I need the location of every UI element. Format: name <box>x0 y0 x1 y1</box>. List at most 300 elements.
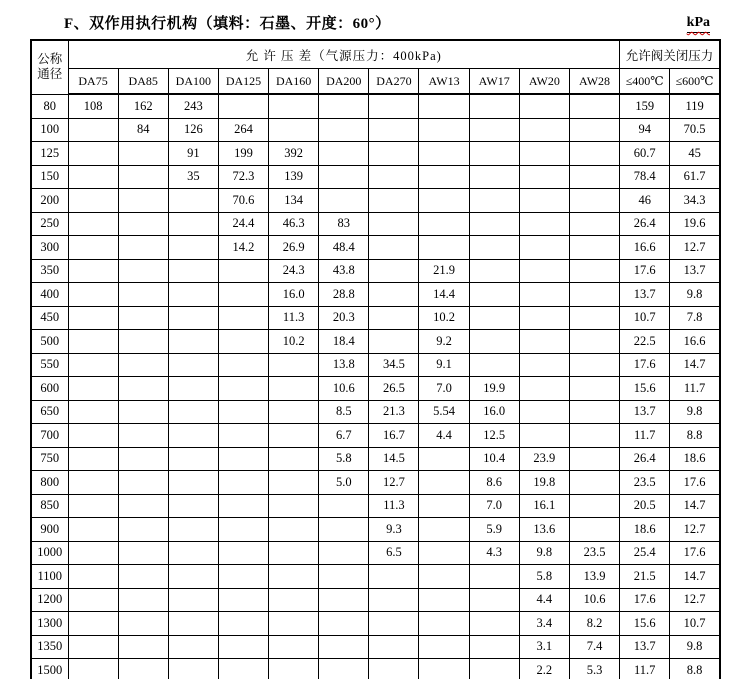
dn-cell: 100 <box>31 118 68 142</box>
column-header-da270: DA270 <box>369 69 419 95</box>
table-row <box>31 471 720 495</box>
value-cell: 392 <box>269 142 319 166</box>
dn-cell: 900 <box>31 518 68 542</box>
close-pressure-cell: 70.5 <box>670 118 720 142</box>
value-cell <box>68 659 118 679</box>
value-cell <box>118 353 168 377</box>
value-cell <box>218 306 268 330</box>
value-cell: 5.8 <box>319 447 369 471</box>
value-cell <box>168 377 218 401</box>
close-pressure-cell: 14.7 <box>670 565 720 589</box>
value-cell <box>469 212 519 236</box>
value-cell: 199 <box>218 142 268 166</box>
value-cell <box>369 236 419 260</box>
value-cell <box>269 447 319 471</box>
value-cell: 19.8 <box>519 471 569 495</box>
column-header-temp-0: ≤400℃ <box>620 69 670 95</box>
table-body <box>31 94 720 679</box>
value-cell <box>218 612 268 636</box>
value-cell: 10.4 <box>469 447 519 471</box>
value-cell <box>469 94 519 118</box>
value-cell <box>269 424 319 448</box>
value-cell <box>419 189 469 213</box>
corner-header-line1: 公称 <box>37 51 63 66</box>
close-pressure-cell: 15.6 <box>620 612 670 636</box>
table-row <box>31 424 720 448</box>
value-cell: 14.2 <box>218 236 268 260</box>
value-cell <box>319 518 369 542</box>
value-cell <box>519 306 569 330</box>
value-cell: 3.4 <box>519 612 569 636</box>
value-cell: 16.0 <box>269 283 319 307</box>
value-cell: 13.6 <box>519 518 569 542</box>
value-cell <box>118 283 168 307</box>
value-cell: 243 <box>168 94 218 118</box>
value-cell: 16.1 <box>519 494 569 518</box>
close-pressure-cell: 17.6 <box>670 471 720 495</box>
value-cell <box>519 353 569 377</box>
value-cell <box>218 330 268 354</box>
value-cell: 13.9 <box>569 565 619 589</box>
close-pressure-cell: 46 <box>620 189 670 213</box>
value-cell <box>519 118 569 142</box>
value-cell <box>68 283 118 307</box>
table-row <box>31 588 720 612</box>
close-pressure-cell: 17.6 <box>670 541 720 565</box>
value-cell <box>319 494 369 518</box>
value-cell <box>319 189 369 213</box>
value-cell <box>68 424 118 448</box>
value-cell <box>68 400 118 424</box>
value-cell <box>519 259 569 283</box>
value-cell <box>269 118 319 142</box>
close-pressure-cell: 15.6 <box>620 377 670 401</box>
value-cell: 9.3 <box>369 518 419 542</box>
table-row <box>31 400 720 424</box>
close-pressure-cell: 21.5 <box>620 565 670 589</box>
value-cell: 10.6 <box>569 588 619 612</box>
value-cell <box>519 330 569 354</box>
value-cell <box>369 612 419 636</box>
close-pressure-cell: 26.4 <box>620 447 670 471</box>
value-cell <box>68 588 118 612</box>
value-cell: 10.2 <box>419 306 469 330</box>
value-cell <box>269 400 319 424</box>
value-cell <box>369 635 419 659</box>
value-cell <box>419 612 469 636</box>
table-row <box>31 565 720 589</box>
table-row <box>31 236 720 260</box>
column-header-da100: DA100 <box>168 69 218 95</box>
value-cell <box>168 565 218 589</box>
value-cell <box>369 118 419 142</box>
value-cell: 4.4 <box>419 424 469 448</box>
value-cell <box>419 588 469 612</box>
close-pressure-cell: 12.7 <box>670 588 720 612</box>
close-pressure-cell: 7.8 <box>670 306 720 330</box>
value-cell: 21.9 <box>419 259 469 283</box>
value-cell <box>168 659 218 679</box>
value-cell: 6.7 <box>319 424 369 448</box>
value-cell <box>369 94 419 118</box>
value-cell: 8.2 <box>569 612 619 636</box>
title-bar <box>0 0 750 39</box>
value-cell <box>68 165 118 189</box>
value-cell: 13.8 <box>319 353 369 377</box>
table-header <box>31 40 720 94</box>
value-cell: 9.2 <box>419 330 469 354</box>
value-cell <box>168 635 218 659</box>
value-cell <box>469 142 519 166</box>
column-header-aw20: AW20 <box>519 69 569 95</box>
value-cell <box>218 259 268 283</box>
value-cell <box>569 212 619 236</box>
value-cell: 24.3 <box>269 259 319 283</box>
value-cell <box>419 236 469 260</box>
value-cell <box>519 400 569 424</box>
dn-cell: 80 <box>31 94 68 118</box>
column-header-da75: DA75 <box>68 69 118 95</box>
value-cell <box>168 400 218 424</box>
dn-cell: 400 <box>31 283 68 307</box>
value-cell <box>419 212 469 236</box>
dn-cell: 600 <box>31 377 68 401</box>
value-cell <box>168 189 218 213</box>
close-pressure-cell: 17.6 <box>620 353 670 377</box>
pressure-table <box>30 39 721 679</box>
close-pressure-cell: 9.8 <box>670 400 720 424</box>
value-cell <box>168 353 218 377</box>
value-cell <box>168 471 218 495</box>
value-cell <box>569 189 619 213</box>
dn-cell: 1200 <box>31 588 68 612</box>
value-cell <box>269 541 319 565</box>
value-cell: 7.4 <box>569 635 619 659</box>
value-cell <box>168 541 218 565</box>
value-cell <box>369 142 419 166</box>
value-cell <box>419 565 469 589</box>
value-cell <box>68 518 118 542</box>
value-cell <box>469 588 519 612</box>
value-cell: 83 <box>319 212 369 236</box>
value-cell <box>118 588 168 612</box>
value-cell: 139 <box>269 165 319 189</box>
dn-cell: 1350 <box>31 635 68 659</box>
value-cell <box>118 189 168 213</box>
value-cell: 5.9 <box>469 518 519 542</box>
value-cell <box>369 306 419 330</box>
table-row <box>31 306 720 330</box>
value-cell <box>168 306 218 330</box>
value-cell <box>469 565 519 589</box>
value-cell <box>168 612 218 636</box>
value-cell <box>469 353 519 377</box>
value-cell <box>519 212 569 236</box>
value-cell <box>369 330 419 354</box>
table-row <box>31 541 720 565</box>
dn-cell: 350 <box>31 259 68 283</box>
value-cell <box>68 189 118 213</box>
value-cell <box>118 165 168 189</box>
value-cell <box>68 565 118 589</box>
value-cell <box>519 377 569 401</box>
value-cell: 14.4 <box>419 283 469 307</box>
value-cell <box>519 189 569 213</box>
value-cell <box>68 306 118 330</box>
value-cell <box>218 424 268 448</box>
value-cell <box>118 565 168 589</box>
value-cell <box>569 306 619 330</box>
value-cell: 8.6 <box>469 471 519 495</box>
value-cell: 3.1 <box>519 635 569 659</box>
value-cell <box>569 424 619 448</box>
dn-cell: 1000 <box>31 541 68 565</box>
dn-cell: 650 <box>31 400 68 424</box>
table-row <box>31 283 720 307</box>
column-header-da85: DA85 <box>118 69 168 95</box>
value-cell <box>269 518 319 542</box>
value-cell <box>319 541 369 565</box>
table-row <box>31 330 720 354</box>
value-cell: 5.3 <box>569 659 619 679</box>
pressure-diff-header: 允 许 压 差（气源压力：400kPa) <box>68 40 620 69</box>
value-cell <box>519 94 569 118</box>
table-row <box>31 118 720 142</box>
close-pressure-cell: 16.6 <box>620 236 670 260</box>
value-cell <box>168 447 218 471</box>
value-cell <box>118 541 168 565</box>
close-pressure-cell: 9.8 <box>670 635 720 659</box>
column-header-aw28: AW28 <box>569 69 619 95</box>
value-cell <box>569 353 619 377</box>
value-cell <box>319 142 369 166</box>
value-cell: 5.0 <box>319 471 369 495</box>
dn-cell: 700 <box>31 424 68 448</box>
value-cell: 28.8 <box>319 283 369 307</box>
value-cell <box>68 212 118 236</box>
close-pressure-cell: 16.6 <box>670 330 720 354</box>
close-pressure-cell: 19.6 <box>670 212 720 236</box>
value-cell <box>269 565 319 589</box>
value-cell <box>68 118 118 142</box>
value-cell <box>369 165 419 189</box>
value-cell <box>68 353 118 377</box>
corner-header-line2: 通径 <box>37 67 63 82</box>
value-cell: 21.3 <box>369 400 419 424</box>
close-pressure-cell: 119 <box>670 94 720 118</box>
value-cell <box>68 541 118 565</box>
value-cell <box>269 635 319 659</box>
value-cell <box>569 94 619 118</box>
value-cell <box>68 635 118 659</box>
value-cell: 10.2 <box>269 330 319 354</box>
value-cell <box>369 283 419 307</box>
table-row <box>31 377 720 401</box>
value-cell <box>269 353 319 377</box>
value-cell <box>469 236 519 260</box>
value-cell <box>168 588 218 612</box>
close-pressure-cell: 61.7 <box>670 165 720 189</box>
value-cell <box>118 142 168 166</box>
value-cell <box>218 377 268 401</box>
unit-label: kPa <box>687 15 710 33</box>
dn-cell: 250 <box>31 212 68 236</box>
value-cell: 12.5 <box>469 424 519 448</box>
value-cell: 43.8 <box>319 259 369 283</box>
value-cell <box>118 635 168 659</box>
dn-cell: 500 <box>31 330 68 354</box>
value-cell <box>118 400 168 424</box>
close-pressure-cell: 13.7 <box>620 635 670 659</box>
value-cell <box>419 118 469 142</box>
value-cell <box>118 259 168 283</box>
value-cell: 7.0 <box>469 494 519 518</box>
value-cell: 108 <box>68 94 118 118</box>
value-cell <box>68 377 118 401</box>
value-cell <box>569 236 619 260</box>
dn-cell: 1100 <box>31 565 68 589</box>
close-pressure-cell: 8.8 <box>670 659 720 679</box>
value-cell: 14.5 <box>369 447 419 471</box>
value-cell <box>118 377 168 401</box>
value-cell <box>218 494 268 518</box>
value-cell <box>68 142 118 166</box>
value-cell <box>569 330 619 354</box>
value-cell <box>419 94 469 118</box>
value-cell <box>569 283 619 307</box>
value-cell <box>519 236 569 260</box>
dn-cell: 125 <box>31 142 68 166</box>
column-header-da125: DA125 <box>218 69 268 95</box>
value-cell <box>369 659 419 679</box>
value-cell <box>469 283 519 307</box>
value-cell: 20.3 <box>319 306 369 330</box>
value-cell: 35 <box>168 165 218 189</box>
value-cell <box>168 518 218 542</box>
value-cell <box>168 424 218 448</box>
close-pressure-cell: 14.7 <box>670 353 720 377</box>
value-cell <box>269 471 319 495</box>
value-cell <box>519 424 569 448</box>
value-cell <box>319 118 369 142</box>
close-pressure-cell: 25.4 <box>620 541 670 565</box>
value-cell: 23.5 <box>569 541 619 565</box>
dn-cell: 550 <box>31 353 68 377</box>
value-cell <box>118 471 168 495</box>
value-cell: 4.4 <box>519 588 569 612</box>
value-cell <box>569 400 619 424</box>
value-cell <box>569 377 619 401</box>
value-cell <box>419 541 469 565</box>
value-cell <box>118 612 168 636</box>
value-cell: 16.7 <box>369 424 419 448</box>
close-pressure-cell: 17.6 <box>620 588 670 612</box>
close-pressure-cell: 11.7 <box>620 659 670 679</box>
close-pressure-cell: 13.7 <box>670 259 720 283</box>
close-pressure-cell: 94 <box>620 118 670 142</box>
close-pressure-cell: 45 <box>670 142 720 166</box>
value-cell <box>218 94 268 118</box>
value-cell <box>68 330 118 354</box>
value-cell <box>68 236 118 260</box>
value-cell: 8.5 <box>319 400 369 424</box>
dn-cell: 1300 <box>31 612 68 636</box>
value-cell <box>319 659 369 679</box>
value-cell <box>319 94 369 118</box>
value-cell: 34.5 <box>369 353 419 377</box>
value-cell <box>319 565 369 589</box>
value-cell <box>168 494 218 518</box>
value-cell <box>419 471 469 495</box>
value-cell <box>469 118 519 142</box>
value-cell: 26.5 <box>369 377 419 401</box>
dn-cell: 300 <box>31 236 68 260</box>
value-cell <box>218 471 268 495</box>
close-pressure-cell: 12.7 <box>670 518 720 542</box>
value-cell <box>118 659 168 679</box>
value-cell: 264 <box>218 118 268 142</box>
value-cell: 9.1 <box>419 353 469 377</box>
value-cell <box>469 612 519 636</box>
dn-cell: 750 <box>31 447 68 471</box>
value-cell <box>68 259 118 283</box>
value-cell <box>118 212 168 236</box>
value-cell: 11.3 <box>369 494 419 518</box>
value-cell <box>319 612 369 636</box>
value-cell: 5.54 <box>419 400 469 424</box>
value-cell: 4.3 <box>469 541 519 565</box>
value-cell <box>419 494 469 518</box>
close-pressure-cell: 13.7 <box>620 400 670 424</box>
close-pressure-cell: 17.6 <box>620 259 670 283</box>
value-cell <box>218 659 268 679</box>
value-cell: 6.5 <box>369 541 419 565</box>
close-pressure-cell: 10.7 <box>670 612 720 636</box>
close-pressure-cell: 34.3 <box>670 189 720 213</box>
value-cell <box>469 306 519 330</box>
value-cell: 16.0 <box>469 400 519 424</box>
table-row <box>31 494 720 518</box>
close-pressure-cell: 18.6 <box>670 447 720 471</box>
close-pressure-cell: 23.5 <box>620 471 670 495</box>
value-cell: 5.8 <box>519 565 569 589</box>
close-pressure-cell: 14.7 <box>670 494 720 518</box>
value-cell <box>269 659 319 679</box>
table-row <box>31 212 720 236</box>
value-cell <box>519 165 569 189</box>
table-row <box>31 518 720 542</box>
value-cell: 7.0 <box>419 377 469 401</box>
value-cell <box>369 588 419 612</box>
value-cell <box>369 565 419 589</box>
table-row <box>31 259 720 283</box>
table-row <box>31 612 720 636</box>
value-cell <box>419 635 469 659</box>
column-header-da160: DA160 <box>269 69 319 95</box>
dn-cell: 450 <box>31 306 68 330</box>
value-cell <box>469 165 519 189</box>
dn-cell: 800 <box>31 471 68 495</box>
table-row <box>31 94 720 118</box>
close-pressure-cell: 18.6 <box>620 518 670 542</box>
table-row <box>31 165 720 189</box>
value-cell <box>469 259 519 283</box>
value-cell <box>369 189 419 213</box>
close-pressure-cell: 159 <box>620 94 670 118</box>
value-cell <box>168 259 218 283</box>
value-cell <box>118 518 168 542</box>
value-cell: 72.3 <box>218 165 268 189</box>
